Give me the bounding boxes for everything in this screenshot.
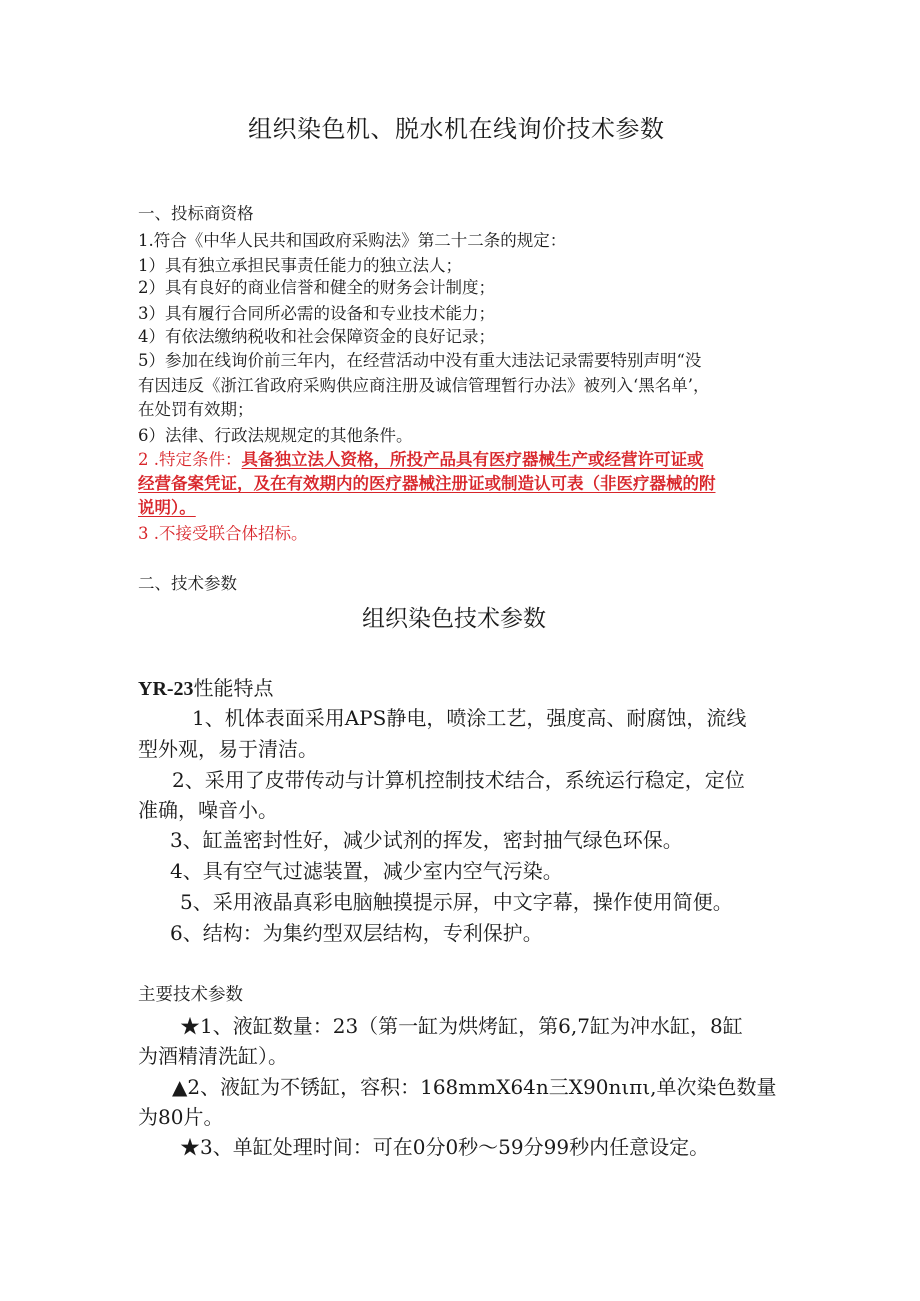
feature-5: 5、采用液晶真彩电脑触摸提示屏，中文字幕，操作使用简便。 [180, 890, 733, 914]
requirement-2-text-line-2: 经营备案凭证，及在有效期内的医疗器械注册证或制造认可表（非医疗器械的附 [138, 474, 716, 493]
param-2-line-1: ▲2、液缸为不锈缸，容积：168mmX64n三X90nιπι,单次染色数量 [172, 1075, 777, 1099]
feature-1-line-1: 1、机体表面采用APS静电，喷涂工艺，强度高、耐腐蚀，流线 [192, 706, 747, 730]
requirement-item-3: 3）具有履行合同所必需的设备和专业技术能力； [138, 304, 495, 323]
requirement-2-text-line-3: 说明）。 [138, 498, 196, 517]
params-heading: 主要技术参数 [138, 985, 243, 1005]
param-1-line-2: 为酒精清洗缸）。 [138, 1044, 288, 1068]
requirement-2 [138, 452, 704, 469]
requirement-item-6: 6）法律、行政法规规定的其他条件。 [138, 426, 413, 445]
param-2-line-2: 为80片。 [138, 1105, 224, 1129]
param-1-line-1: ★1、液缸数量：23（第一缸为烘烤缸，第6,7缸为冲水缸，8缸 [180, 1014, 743, 1038]
requirement-3: 3 .不接受联合体招标。 [138, 524, 308, 543]
requirement-2-prefix: 2 .特定条件： [138, 450, 242, 469]
requirement-item-5-line-2: 有因违反《浙江省政府采购供应商注册及诚信管理暂行办法》被列入‘黑名单’， [138, 376, 710, 395]
requirement-item-2: 2）具有良好的商业信誉和健全的财务会计制度； [138, 278, 495, 297]
feature-2-line-2: 准确，噪音小。 [138, 798, 278, 822]
section-heading-tech-params: 二、技术参数 [138, 574, 237, 593]
section-heading-qualifications: 一、投标商资格 [138, 204, 254, 223]
requirement-item-1: 1）具有独立承担民事责任能力的独立法人； [138, 256, 462, 275]
feature-4: 4、具有空气过滤装置，减少室内空气污染。 [170, 859, 563, 883]
requirement-2-text-line-1: 具备独立法人资格，所投产品具有医疗器械生产或经营许可证或 [241, 450, 704, 469]
requirement-item-4: 4）有依法缴纳税收和社会保障资金的良好记录； [138, 327, 495, 346]
feature-6: 6、结构：为集约型双层结构，专利保护。 [170, 921, 543, 945]
document-title: 组织染色机、脱水机在线询价技术参数 [248, 115, 665, 143]
model-name: YR-23 [138, 678, 194, 700]
requirement-item-5-line-3: 在处罚有效期； [138, 400, 254, 419]
feature-1-line-2: 型外观，易于清洁。 [138, 737, 318, 761]
subtitle: 组织染色技术参数 [362, 606, 546, 632]
requirement-item-5-line-1: 5）参加在线询价前三年内，在经营活动中没有重大违法记录需要特别声明“没 [138, 351, 702, 370]
requirement-1: 1.符合《中华人民共和国政府采购法》第二十二条的规定： [138, 231, 567, 250]
param-3: ★3、单缸处理时间：可在0分0秒～59分99秒内任意设定。 [180, 1135, 710, 1159]
features-label: 性能特点 [193, 676, 274, 700]
features-heading [138, 678, 274, 699]
feature-2-line-1: 2、采用了皮带传动与计算机控制技术结合，系统运行稳定，定位 [172, 768, 745, 792]
feature-3: 3、缸盖密封性好，减少试剂的挥发，密封抽气绿色环保。 [170, 828, 683, 852]
